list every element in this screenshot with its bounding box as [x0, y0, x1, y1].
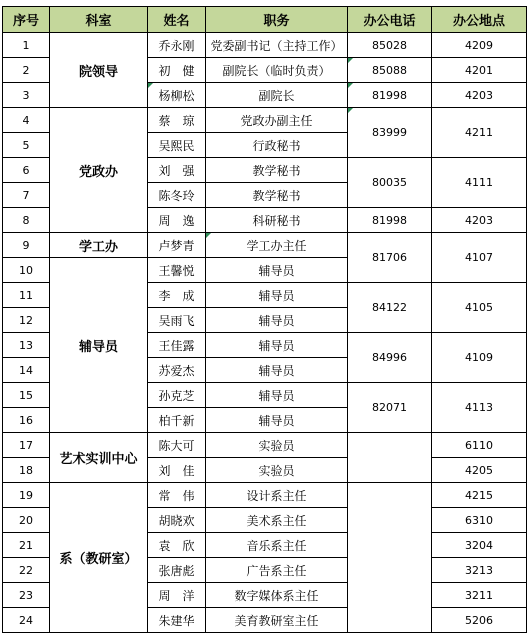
office-location — [432, 158, 527, 208]
person-name — [148, 258, 206, 283]
row-index-text: 2 — [22, 63, 30, 77]
position-title-text: 行政秘书 — [252, 138, 301, 153]
row-index — [3, 183, 50, 208]
department-cell — [50, 433, 148, 483]
office-location-text: 3213 — [465, 563, 493, 577]
contact-table-container — [2, 6, 527, 633]
position-title — [206, 283, 348, 308]
position-title — [206, 183, 348, 208]
position-title-text: 音乐系主任 — [246, 538, 307, 553]
office-location — [432, 233, 527, 283]
person-name-text: 孙克芝 — [158, 388, 195, 403]
header-position: 职务 — [206, 7, 348, 33]
row-index — [3, 108, 50, 133]
office-phone — [348, 283, 432, 333]
row-index-text: 9 — [22, 238, 30, 252]
person-name — [148, 583, 206, 608]
row-index — [3, 608, 50, 633]
person-name — [148, 558, 206, 583]
office-location-text: 4105 — [465, 301, 493, 314]
office-location-text: 6310 — [465, 513, 493, 527]
person-name-text: 吴雨飞 — [158, 313, 195, 328]
row-index — [3, 233, 50, 258]
person-name — [148, 433, 206, 458]
position-title-text: 学工办主任 — [246, 238, 307, 253]
position-title-text: 辅导员 — [258, 288, 295, 303]
department-cell — [50, 33, 148, 108]
office-location — [432, 33, 527, 58]
person-name-text: 张唐彪 — [158, 563, 195, 578]
position-title — [206, 608, 348, 633]
row-index — [3, 458, 50, 483]
office-location — [432, 283, 527, 333]
department-cell — [50, 108, 148, 233]
office-location — [432, 108, 527, 158]
table-row — [3, 433, 527, 458]
office-location — [432, 483, 527, 508]
row-index — [3, 158, 50, 183]
office-phone-text: 85088 — [372, 63, 407, 77]
office-location-text: 4109 — [465, 351, 493, 364]
office-phone — [348, 383, 432, 433]
row-index-text: 6 — [22, 163, 30, 177]
row-index — [3, 33, 50, 58]
position-title-text: 辅导员 — [258, 263, 295, 278]
office-phone — [348, 158, 432, 208]
office-location — [432, 608, 527, 633]
person-name — [148, 358, 206, 383]
office-phone-text: 84996 — [372, 351, 407, 364]
office-location — [432, 433, 527, 458]
person-name-text: 陈冬玲 — [158, 188, 195, 203]
person-name — [148, 183, 206, 208]
row-index-text: 10 — [19, 263, 33, 277]
header-department: 科室 — [50, 7, 148, 33]
person-name — [148, 208, 206, 233]
person-name — [148, 483, 206, 508]
comment-marker-icon — [148, 83, 153, 88]
office-location-text: 4203 — [465, 88, 493, 102]
row-index-text: 22 — [19, 563, 33, 577]
table-body — [3, 33, 527, 633]
office-location — [432, 583, 527, 608]
position-title — [206, 133, 348, 158]
row-index — [3, 208, 50, 233]
department-cell — [50, 483, 148, 633]
person-name-text: 柏千新 — [158, 413, 195, 428]
row-index — [3, 533, 50, 558]
office-phone — [348, 333, 432, 383]
row-index — [3, 433, 50, 458]
position-title — [206, 33, 348, 58]
position-title-text: 党政办副主任 — [240, 113, 313, 128]
person-name-text: 周 洋 — [158, 588, 195, 603]
position-title-text: 美术系主任 — [246, 513, 307, 528]
person-name — [148, 33, 206, 58]
person-name-text: 王馨悦 — [158, 263, 195, 278]
position-title — [206, 158, 348, 183]
row-index-text: 14 — [19, 363, 33, 377]
position-title — [206, 208, 348, 233]
person-name — [148, 283, 206, 308]
person-name-text: 周 逸 — [158, 213, 195, 228]
row-index-text: 12 — [19, 313, 33, 327]
row-index-text: 24 — [19, 613, 33, 627]
row-index-text: 17 — [19, 438, 33, 452]
person-name — [148, 458, 206, 483]
department-cell — [50, 233, 148, 258]
office-location — [432, 383, 527, 433]
table-row — [3, 108, 527, 133]
comment-marker-icon — [348, 108, 353, 113]
department-cell-text: 辅导员 — [78, 339, 118, 355]
office-location — [432, 508, 527, 533]
office-location — [432, 83, 527, 108]
person-name-text: 乔永刚 — [158, 38, 195, 53]
person-name — [148, 133, 206, 158]
row-index-text: 15 — [19, 388, 33, 402]
position-title — [206, 233, 348, 258]
office-phone-text: 83999 — [372, 126, 407, 139]
office-phone-text: 81706 — [372, 251, 407, 264]
position-title-text: 实验员 — [258, 438, 295, 453]
row-index — [3, 383, 50, 408]
position-title-text: 辅导员 — [258, 338, 295, 353]
office-location-text: 4107 — [465, 251, 493, 264]
position-title — [206, 58, 348, 83]
position-title — [206, 308, 348, 333]
office-location — [432, 333, 527, 383]
office-location — [432, 58, 527, 83]
position-title — [206, 558, 348, 583]
comment-marker-icon — [348, 83, 353, 88]
position-title — [206, 408, 348, 433]
office-location-text: 3204 — [465, 538, 493, 552]
row-index-text: 7 — [22, 188, 30, 202]
header-phone: 办公电话 — [348, 7, 432, 33]
position-title — [206, 533, 348, 558]
row-index-text: 13 — [19, 338, 33, 352]
office-location-text: 4209 — [465, 38, 493, 52]
header-index: 序号 — [3, 7, 50, 33]
position-title-text: 设计系主任 — [246, 488, 307, 503]
row-index-text: 3 — [22, 88, 30, 102]
office-location — [432, 208, 527, 233]
row-index-text: 5 — [22, 138, 30, 152]
office-location-text: 4113 — [465, 401, 493, 414]
comment-marker-icon — [348, 58, 353, 63]
table-header — [3, 7, 527, 33]
position-title — [206, 383, 348, 408]
header-row — [3, 7, 527, 33]
department-cell-text: 党政办 — [78, 164, 118, 180]
row-index — [3, 333, 50, 358]
office-phone — [348, 83, 432, 108]
office-phone-text: 81998 — [372, 88, 407, 102]
department-cell — [50, 258, 148, 433]
person-name — [148, 608, 206, 633]
position-title — [206, 458, 348, 483]
person-name-text: 李 成 — [158, 288, 195, 303]
position-title — [206, 258, 348, 283]
row-index-text: 16 — [19, 413, 33, 427]
person-name — [148, 408, 206, 433]
office-phone — [348, 33, 432, 58]
header-name: 姓名 — [148, 7, 206, 33]
row-index-text: 8 — [22, 213, 30, 227]
comment-marker-icon — [206, 233, 211, 238]
office-location — [432, 533, 527, 558]
row-index-text: 1 — [22, 38, 30, 52]
position-title-text: 数字媒体系主任 — [234, 588, 319, 603]
position-title-text: 实验员 — [258, 463, 295, 478]
position-title — [206, 508, 348, 533]
person-name-text: 苏爱杰 — [158, 363, 195, 378]
position-title-text: 辅导员 — [258, 388, 295, 403]
row-index-text: 11 — [19, 288, 33, 302]
position-title — [206, 358, 348, 383]
office-location-text: 6110 — [465, 438, 493, 452]
office-phone-text: 85028 — [372, 38, 407, 52]
row-index — [3, 358, 50, 383]
office-phone — [348, 433, 432, 483]
office-phone-text: 81998 — [372, 213, 407, 227]
person-name-text: 袁 欣 — [158, 538, 195, 553]
person-name — [148, 108, 206, 133]
position-title-text: 科研秘书 — [252, 213, 301, 228]
person-name — [148, 58, 206, 83]
person-name — [148, 533, 206, 558]
position-title — [206, 483, 348, 508]
position-title-text: 副院长 — [258, 88, 295, 103]
department-cell-text: 院领导 — [78, 64, 118, 80]
office-location-text: 4201 — [465, 63, 493, 77]
office-phone — [348, 233, 432, 283]
office-phone-text: 84122 — [372, 301, 407, 314]
position-title-text: 教学秘书 — [252, 188, 301, 203]
office-location-text: 4205 — [465, 463, 493, 477]
person-name-text: 杨柳松 — [158, 88, 195, 103]
position-title-text: 辅导员 — [258, 413, 295, 428]
office-location-text: 4111 — [465, 176, 493, 189]
person-name-text: 吴熙民 — [158, 138, 195, 153]
person-name-text: 蔡 琼 — [158, 113, 195, 128]
row-index-text: 18 — [19, 463, 33, 477]
office-location-text: 4215 — [465, 488, 493, 502]
contact-table — [2, 6, 527, 633]
person-name-text: 刘 强 — [158, 163, 195, 178]
row-index — [3, 583, 50, 608]
person-name-text: 王佳露 — [158, 338, 195, 353]
row-index — [3, 58, 50, 83]
position-title — [206, 433, 348, 458]
office-location-text: 5206 — [465, 613, 493, 627]
person-name-text: 胡晓欢 — [158, 513, 195, 528]
person-name — [148, 83, 206, 108]
person-name — [148, 508, 206, 533]
person-name — [148, 333, 206, 358]
position-title — [206, 83, 348, 108]
office-phone — [348, 108, 432, 158]
office-phone-text: 82071 — [372, 401, 407, 414]
person-name — [148, 308, 206, 333]
person-name — [148, 233, 206, 258]
office-location-text: 4203 — [465, 213, 493, 227]
position-title-text: 广告系主任 — [246, 563, 307, 578]
position-title — [206, 108, 348, 133]
row-index — [3, 83, 50, 108]
person-name-text: 朱建华 — [158, 613, 195, 628]
row-index — [3, 508, 50, 533]
office-location — [432, 458, 527, 483]
office-location-text: 3211 — [465, 588, 493, 602]
position-title-text: 副院长（临时负责） — [222, 63, 331, 78]
office-phone — [348, 208, 432, 233]
row-index — [3, 408, 50, 433]
row-index — [3, 558, 50, 583]
office-phone-text: 80035 — [372, 176, 407, 189]
row-index-text: 23 — [19, 588, 33, 602]
department-cell-text: 艺术实训中心 — [59, 452, 138, 467]
row-index-text: 4 — [22, 113, 30, 127]
row-index-text: 20 — [19, 513, 33, 527]
row-index-text: 21 — [19, 538, 33, 552]
department-cell-text: 系（教研室） — [59, 552, 138, 567]
position-title — [206, 333, 348, 358]
position-title — [206, 583, 348, 608]
person-name-text: 陈大可 — [158, 438, 195, 453]
row-index — [3, 258, 50, 283]
position-title-text: 辅导员 — [258, 313, 295, 328]
table-row — [3, 483, 527, 508]
office-location — [432, 558, 527, 583]
person-name — [148, 383, 206, 408]
person-name-text: 常 伟 — [158, 488, 195, 503]
row-index-text: 19 — [19, 488, 33, 502]
person-name — [148, 158, 206, 183]
position-title-text: 美育教研室主任 — [234, 613, 319, 628]
row-index — [3, 483, 50, 508]
department-cell-text: 学工办 — [78, 239, 118, 255]
table-row — [3, 233, 527, 258]
row-index — [3, 308, 50, 333]
position-title-text: 辅导员 — [258, 363, 295, 378]
person-name-text: 卢梦青 — [158, 238, 195, 253]
office-location-text: 4211 — [465, 126, 493, 139]
header-location: 办公地点 — [432, 7, 527, 33]
office-phone — [348, 483, 432, 633]
person-name-text: 刘 佳 — [158, 463, 195, 478]
position-title-text: 教学秘书 — [252, 163, 301, 178]
person-name-text: 初 健 — [158, 63, 195, 78]
row-index — [3, 133, 50, 158]
position-title-text: 党委副书记（主持工作） — [210, 38, 343, 53]
office-phone — [348, 58, 432, 83]
table-row — [3, 33, 527, 58]
row-index — [3, 283, 50, 308]
